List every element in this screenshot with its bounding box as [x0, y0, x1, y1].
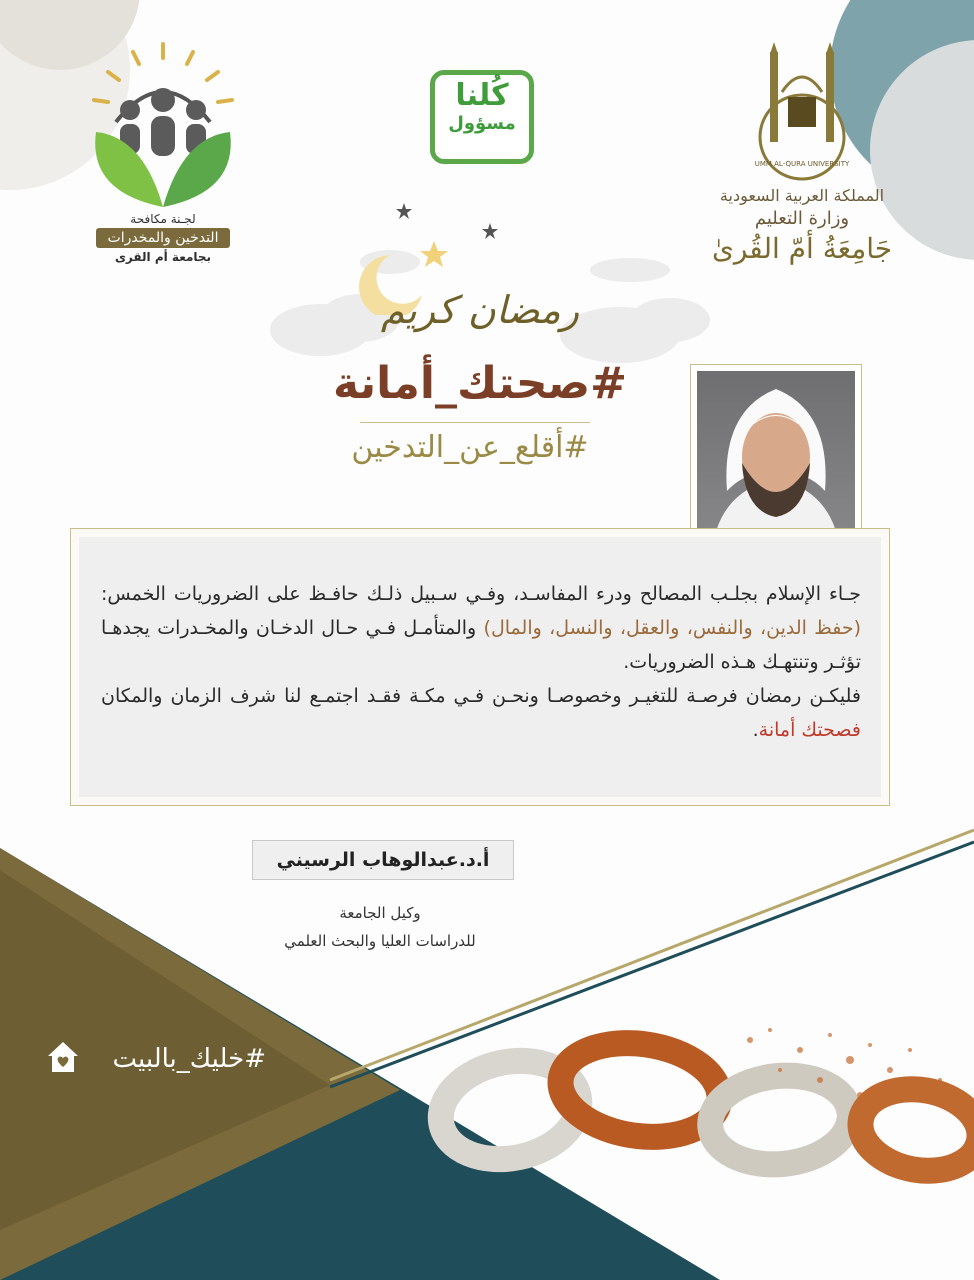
- message-p1: جـاء الإسلام بجلـب المصالح ودرء المفاسـد، وفـي سـبيل ذلـك حافـظ على الضروريات الخمس:: [101, 583, 861, 605]
- message-p3-end: .: [752, 719, 759, 741]
- committee-line2: التدخين والمخدرات: [96, 228, 230, 248]
- message-p3: فليكـن رمضان فرصـة للتغيـر وخصوصـا ونحـن فـي مكـة فقـد اجتمـع لنا شرف الزمان والمكان: [101, 685, 861, 707]
- speaker-role2: للدراسات العليا والبحث العلمي: [284, 932, 476, 950]
- ministry-label: وزارة التعليم: [754, 208, 850, 229]
- ramadan-greeting: رمضان كريم: [380, 288, 580, 332]
- message-card: [70, 528, 890, 806]
- speaker-name: أ.د.عبدالوهاب الرسيني: [252, 840, 514, 880]
- committee-logo-icon: [88, 42, 238, 212]
- home-heart-icon: [46, 1040, 80, 1074]
- university-name: جَامِعَةُ أمّ القُرىٰ: [711, 232, 893, 265]
- message-p3-highlight: فصحتك أمانة: [758, 719, 861, 741]
- country-label: المملكة العربية السعودية: [719, 186, 885, 205]
- message-card-inner: [79, 537, 881, 797]
- stay-home-hashtag: #خليك_بالبيت: [112, 1044, 266, 1074]
- kullna-masool-logo: [430, 70, 534, 164]
- broken-chain-icon: [420, 1000, 974, 1220]
- kullna-bottom-text: مسؤول: [448, 113, 516, 134]
- message-p2: والمتأمـل فـي حـال الدخـان والمخـدرات يجدهـا تؤثـر وتنتهـك هـذه الضروريات.: [101, 617, 861, 673]
- university-seal-text: UMM AL-QURA UNIVERSITY: [754, 160, 850, 168]
- hashtag-main: #صحتك_أمانة: [332, 358, 628, 409]
- divider: [360, 422, 590, 423]
- hashtag-sub: #أقلع_عن_التدخين: [351, 430, 589, 465]
- message-p1-highlight: (حفظ الدين، والنفس، والعقل، والنسل، والمال): [483, 617, 862, 639]
- speaker-role1: وكيل الجامعة: [339, 904, 421, 922]
- kullna-top-text: كُلنا: [455, 78, 509, 113]
- committee-line1: لجـنة مكافحة: [130, 212, 196, 226]
- committee-line3: بجامعة أم القرى: [114, 250, 212, 264]
- message-text: [101, 577, 861, 747]
